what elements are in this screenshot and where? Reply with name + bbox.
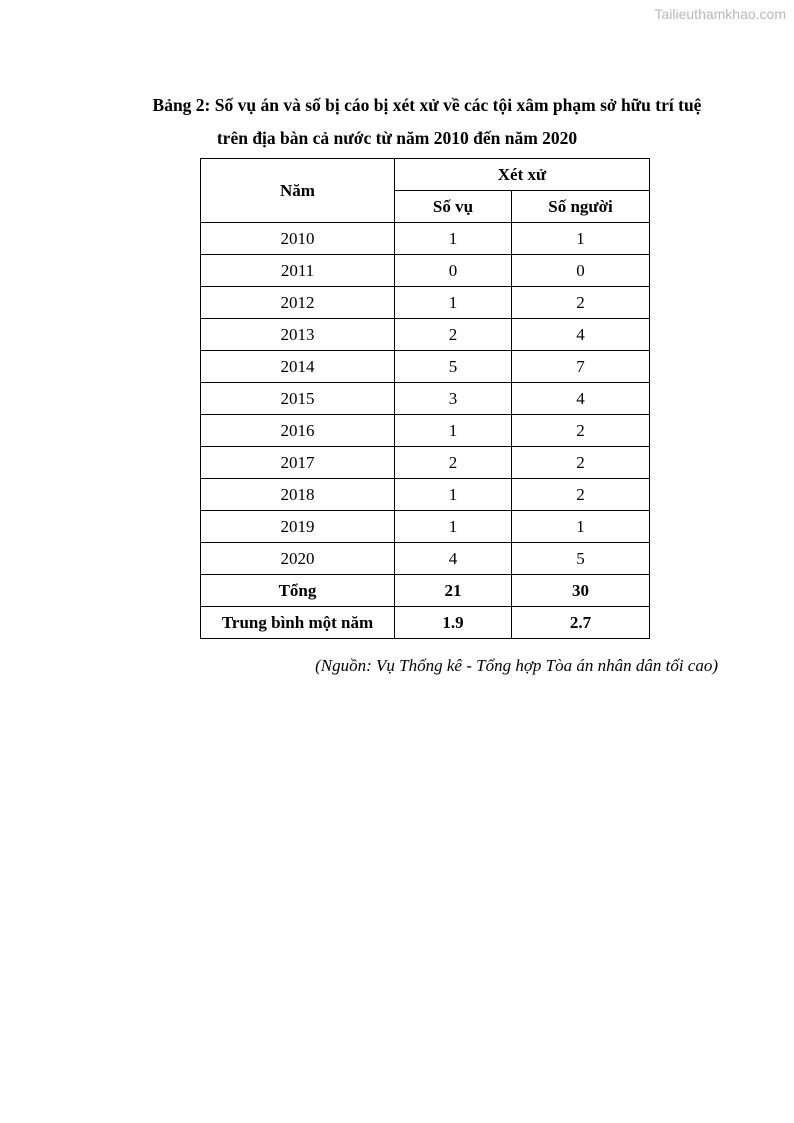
cell-people: 2 (512, 415, 650, 447)
total-row-people: 30 (512, 575, 650, 607)
watermark: Tailieuthamkhao.com (654, 6, 786, 22)
table-row (201, 511, 650, 543)
cell-year: 2014 (201, 351, 395, 383)
cell-people: 2 (512, 447, 650, 479)
total-row-cases: 21 (395, 575, 512, 607)
cell-cases: 1 (395, 511, 512, 543)
cell-cases: 2 (395, 319, 512, 351)
cell-cases: 1 (395, 223, 512, 255)
cell-people: 4 (512, 383, 650, 415)
table-row (201, 351, 650, 383)
cell-cases: 2 (395, 447, 512, 479)
cell-people: 4 (512, 319, 650, 351)
cell-year: 2017 (201, 447, 395, 479)
total-row-label: Tổng (201, 575, 395, 607)
header-year: Năm (201, 159, 395, 223)
cell-cases: 1 (395, 287, 512, 319)
cell-cases: 3 (395, 383, 512, 415)
cell-year: 2010 (201, 223, 395, 255)
table-row (201, 287, 650, 319)
cell-year: 2013 (201, 319, 395, 351)
header-row (201, 159, 650, 191)
cell-year: 2011 (201, 255, 395, 287)
source-note: (Nguồn: Vụ Thống kê - Tổng hợp Tòa án nhân dân tối cao) (315, 656, 718, 675)
average-row-cases: 1.9 (395, 607, 512, 639)
cell-people: 0 (512, 255, 650, 287)
average-row (201, 607, 650, 639)
header-people: Số người (512, 191, 650, 223)
table-row (201, 383, 650, 415)
cell-cases: 0 (395, 255, 512, 287)
cell-cases: 1 (395, 479, 512, 511)
cell-cases: 5 (395, 351, 512, 383)
cell-year: 2018 (201, 479, 395, 511)
table-title-line-2: trên địa bàn cả nước từ năm 2010 đến năm 2020 (216, 128, 578, 148)
cell-year: 2012 (201, 287, 395, 319)
table-row (201, 255, 650, 287)
cell-people: 2 (512, 479, 650, 511)
total-row (201, 575, 650, 607)
cell-year: 2015 (201, 383, 395, 415)
data-table (200, 158, 650, 639)
table-row (201, 319, 650, 351)
cell-people: 1 (512, 223, 650, 255)
cell-year: 2019 (201, 511, 395, 543)
cell-cases: 1 (395, 415, 512, 447)
table-row (201, 223, 650, 255)
cell-people: 7 (512, 351, 650, 383)
average-row-people: 2.7 (512, 607, 650, 639)
cell-people: 1 (512, 511, 650, 543)
table-row (201, 479, 650, 511)
header-group: Xét xử (395, 159, 650, 191)
average-row-label: Trung bình một năm (201, 607, 395, 639)
cell-year: 2016 (201, 415, 395, 447)
cell-year: 2020 (201, 543, 395, 575)
table-title-line-1: Bảng 2: Số vụ án và số bị cáo bị xét xử về các tội xâm phạm sở hữu trí tuệ (152, 95, 702, 115)
cell-cases: 4 (395, 543, 512, 575)
header-cases: Số vụ (395, 191, 512, 223)
cell-people: 5 (512, 543, 650, 575)
table-row (201, 415, 650, 447)
table-row (201, 447, 650, 479)
cell-people: 2 (512, 287, 650, 319)
table-row (201, 543, 650, 575)
